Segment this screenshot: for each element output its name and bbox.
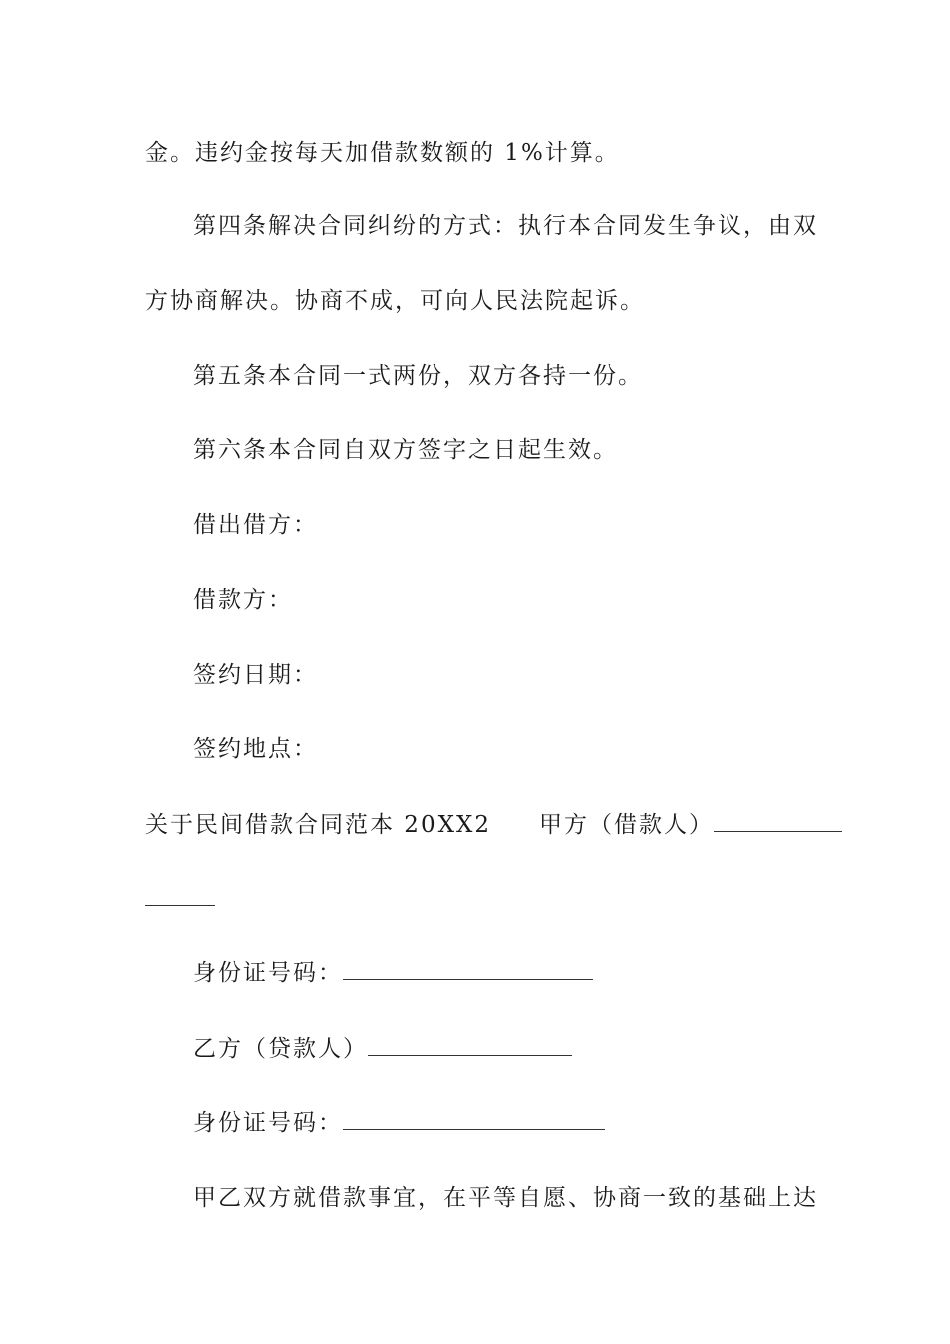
signing-date-label: 签约日期： (193, 662, 318, 688)
party-a-blank-continued (145, 885, 215, 906)
paragraph-penalty: 金。违约金按每天加借款数额的 1%计算。 (145, 140, 620, 166)
party-b-blank (368, 1035, 572, 1056)
id-number-row-2 (193, 1108, 605, 1138)
id-number-row-1 (193, 958, 593, 988)
party-a-blank (714, 811, 842, 832)
lender-signature-label: 借出借方： (193, 512, 318, 538)
id-number-blank-2 (343, 1109, 605, 1130)
id-number-label-2: 身份证号码： (193, 1110, 343, 1136)
article-6: 第六条本合同自双方签字之日起生效。 (193, 437, 618, 463)
party-b-label: 乙方（贷款人） (193, 1036, 368, 1062)
contract-title-row (145, 810, 842, 840)
article-4-line-2: 方协商解决。协商不成，可向人民法院起诉。 (145, 288, 645, 314)
contract-title: 关于民间借款合同范本 20XX2 (145, 812, 491, 838)
party-b-row (193, 1034, 572, 1064)
party-a-label: 甲方（借款人） (538, 812, 714, 838)
party-a-blank-continued-row (145, 884, 215, 914)
id-number-blank-1 (343, 959, 593, 980)
signing-place-label: 签约地点： (193, 736, 318, 762)
article-4-line-1: 第四条解决合同纠纷的方式：执行本合同发生争议，由双 (193, 213, 818, 239)
borrower-signature-label: 借款方： (193, 587, 293, 613)
agreement-intro: 甲乙双方就借款事宜，在平等自愿、协商一致的基础上达 (193, 1185, 818, 1211)
id-number-label-1: 身份证号码： (193, 960, 343, 986)
article-5: 第五条本合同一式两份，双方各持一份。 (193, 363, 643, 389)
